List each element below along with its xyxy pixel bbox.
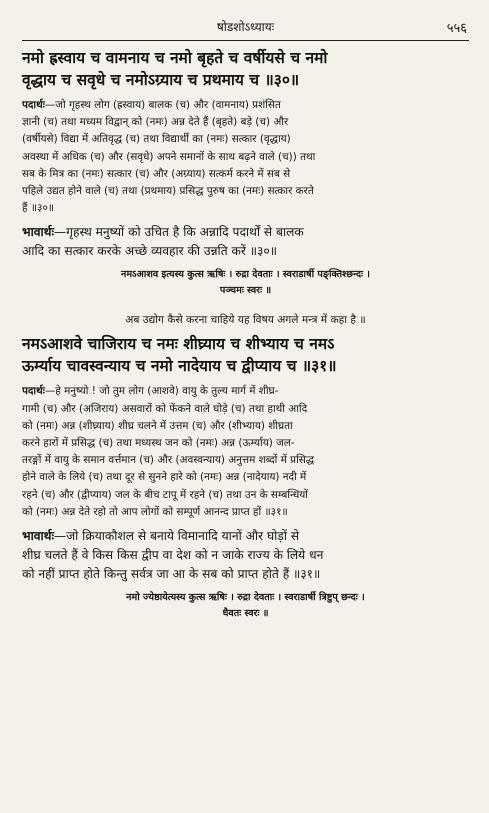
- meta-line: नमऽआशव इत्यस्य कुत्स ऋषिः । रुद्रा देवताः । स्वराडार्षी पङ्क्तिश्छन्दः ।: [121, 269, 370, 281]
- book-page: [0, 14, 489, 813]
- text-line: को (नमः) अन्न (शीघ्र्याय) शीघ्र चलने में उत्तम (च) और (शीभ्याय) शीघ्रता: [22, 419, 293, 432]
- text-line: को नहीं प्राप्त होते किन्तु सर्वत्र जा आ के सब को प्राप्त होते हैं ॥३१॥: [22, 567, 321, 582]
- padarth-30: [22, 97, 469, 217]
- text-line: पहिले उद्यत होने वाले (च) तथा (प्रथमाय) प्रसिद्ध पुरुष का (नमः) सत्कार करते: [22, 185, 314, 198]
- text-line: [22, 97, 469, 114]
- text-line: होने वाले के लिये (च) तथा दूर से सुनने हारे को (नमः) अन्न (नादेयाय) नदी में: [22, 471, 307, 484]
- meta-line: नमो ज्येष्ठायेत्यस्य कुत्स ऋषिः । रुद्रा देवताः । स्वराडार्षी त्रिष्टुप् छन्दः ।: [126, 592, 365, 604]
- text-line: ज्ञानी (च) तथा मध्यम विद्वान् को (नमः) अन्न देते हैं (बृहते) बड़े (च) और: [22, 116, 289, 129]
- bhavarth-label: भावार्थः: [22, 529, 54, 544]
- text-line: अवस्था में अधिक (च) और (सवृधे) अपने समानों के साथ बढ़ने वाले (च)) तथा: [22, 150, 316, 163]
- topic-intro-31: अब उद्योग कैसे करना चाहिये यह विषय अगले मन्त्र में कहा है ॥: [125, 314, 366, 327]
- meta-line: धैवतः स्वरः ॥: [222, 608, 269, 620]
- padarth-label: पदार्थः: [22, 99, 45, 111]
- mantra-line: वृद्धाय च सवृधे च नमोऽग्र्याय च प्रथमाय च ॥३०॥: [22, 70, 300, 89]
- text-line-content: —गृहस्थ मनुष्यों को उचित है कि अन्नादि पदार्थों से बालक: [53, 225, 304, 240]
- rishi-devata-line-32: [22, 590, 469, 622]
- running-header: [22, 14, 469, 38]
- text-line: (वर्षीयसे) विद्या में अतिवृद्ध (च) तथा विद्यार्थी का (नमः) सत्कार (वृद्धाय): [22, 133, 291, 146]
- text-line: आदि का सत्कार करके अच्छे व्यवहार की उन्नति करें ॥३०॥: [22, 244, 278, 259]
- text-line: सब के मित्र का (नमः) सत्कार (च) और (अग्र्याय) सत्कर्म करने में सब से: [22, 167, 291, 180]
- mantra-line: नमो ह्रस्वाय च वामनाय च नमो बृहते च वर्षीयसे च नमो: [22, 48, 328, 67]
- text-line: गामी (च) और (अजिराय) असवारों को फेंकने वाले घोड़े (च) तथा हाथी आदि: [22, 402, 308, 415]
- header-rule: [22, 40, 469, 41]
- chapter-title: षोडशोऽध्यायः: [216, 19, 275, 34]
- text-line: [22, 527, 469, 546]
- text-line: शीघ्र चलते हैं वे किस किस द्वीप वा देश को न जाके राज्य के लिये धन: [22, 548, 324, 563]
- mantra-31: [22, 333, 469, 377]
- mantra-line: नमऽआशवे चाजिराय च नमः शीघ्र्याय च शीभ्याय च नमऽ: [22, 334, 335, 354]
- rishi-devata-line-31: [22, 267, 469, 299]
- mantra-30: [22, 47, 469, 91]
- bhavarth-30: [22, 223, 469, 261]
- text-line: तरङ्गों में वायु के समान वर्त्तमान (च) और (अवस्वन्याय) अनुत्तम शब्दों में प्रसिद्ध: [22, 454, 315, 467]
- text-line: करने हारों में प्रसिद्ध (च) तथा मध्यस्थ जन को (नमः) अन्न (ऊर्म्याय) जल-: [22, 437, 295, 450]
- padarth-label: पदार्थः: [22, 385, 45, 398]
- page-number: ५५६: [446, 21, 467, 36]
- text-line: रहने (च) और (द्वीप्याय) जल के बीच टापू में रहने (च) तथा उन के सम्बन्धियों: [22, 488, 308, 501]
- padarth-31: [22, 383, 469, 521]
- meta-line: पञ्चमः स्वरः ॥: [219, 285, 272, 297]
- bhavarth-label: भावार्थः: [22, 225, 54, 240]
- text-line-content: —जो गृहस्थ लोग (ह्रस्वाय) बालक (च) और (वामनाय) प्रशंसित: [44, 99, 281, 111]
- text-line: [22, 223, 469, 242]
- text-line: को (नमः) अन्न देते रहो तो आप लोगों को सम्पूर्ण आनन्द प्राप्त हों ॥३१॥: [22, 505, 288, 518]
- text-line: हैं ॥३०॥: [22, 202, 55, 215]
- text-line-content: —हे मनुष्यो ! जो तुम लोग (आशवे) वायु के तुल्य मार्ग में शीघ्र-: [44, 385, 279, 398]
- mantra-line: ऊर्म्याय चावस्वन्याय च नमो नादेयाय च द्वीप्याय च ॥३१॥: [22, 356, 337, 376]
- bhavarth-31: [22, 527, 469, 584]
- text-line-content: —जो क्रियाकौशल से बनाये विमानादि यानों और घोड़ों से: [53, 529, 300, 544]
- text-line: [22, 383, 469, 400]
